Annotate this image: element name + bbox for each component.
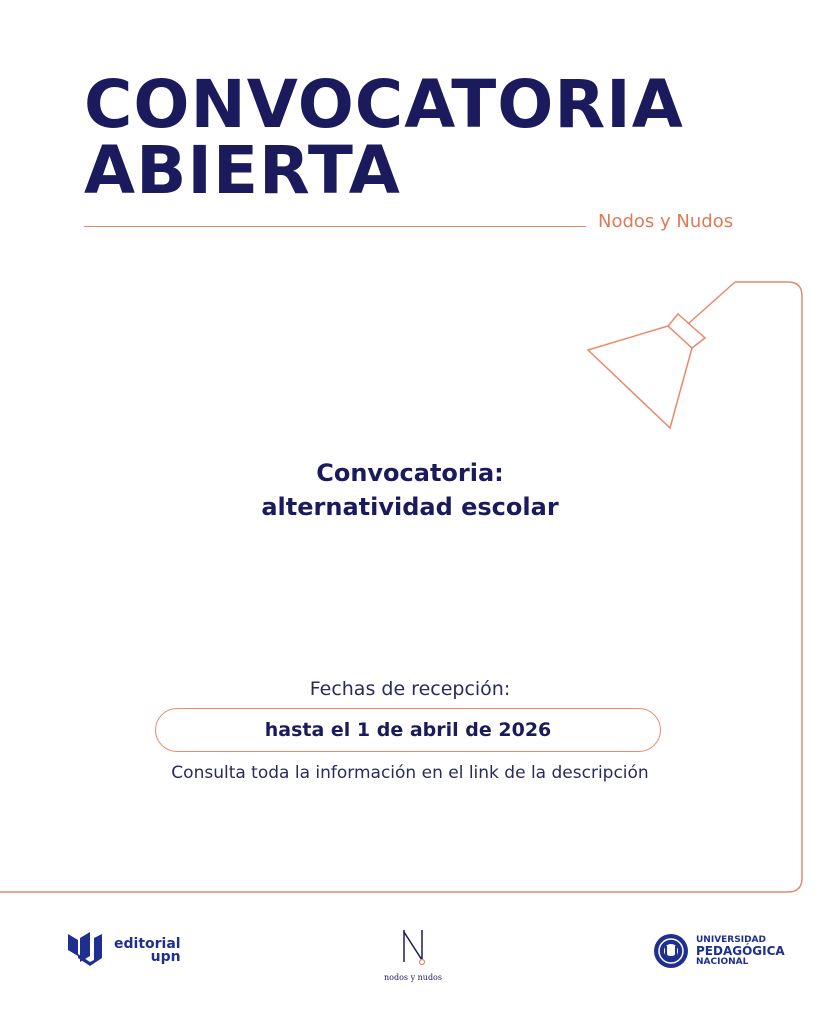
- call-title-line-2: alternatividad escolar: [261, 493, 559, 521]
- call-title: [150, 456, 670, 524]
- upn-logo: [652, 932, 785, 970]
- nodos-y-nudos-logo-icon: [398, 926, 428, 966]
- upn-seal-icon: [652, 932, 690, 970]
- brand-tag: Nodos y Nudos: [598, 211, 734, 232]
- editorial-word: editorial: [114, 936, 181, 952]
- editorial-upn-wordmark: [114, 938, 181, 964]
- deadline-pill: [155, 708, 661, 752]
- header-divider: [84, 226, 586, 227]
- lamp-icon: [588, 282, 735, 428]
- upn-line-3: NACIONAL: [696, 957, 749, 967]
- poster-frame: [0, 270, 819, 900]
- call-title-line-1: Convocatoria:: [316, 459, 504, 487]
- editorial-upn-logo-icon: [66, 930, 104, 972]
- upn-wordmark: [696, 935, 785, 967]
- deadline-text: hasta el 1 de abril de 2026: [264, 719, 552, 741]
- upn-line-1: UNIVERSIDAD: [696, 935, 766, 945]
- nodos-caption: nodos y nudos: [384, 973, 442, 982]
- dates-label: Fechas de recepción:: [309, 678, 511, 700]
- headline-line-1: CONVOCATORIA: [84, 66, 684, 143]
- info-text: Consulta toda la información en el link de la descripción: [171, 763, 649, 783]
- headline-line-2: ABIERTA: [84, 132, 401, 209]
- upn-word: upn: [150, 949, 181, 965]
- nodos-y-nudos-logo: [378, 926, 448, 982]
- editorial-upn-logo: [66, 930, 181, 972]
- upn-line-2: PEDAGÓGICA: [696, 944, 785, 958]
- headline: [84, 66, 684, 209]
